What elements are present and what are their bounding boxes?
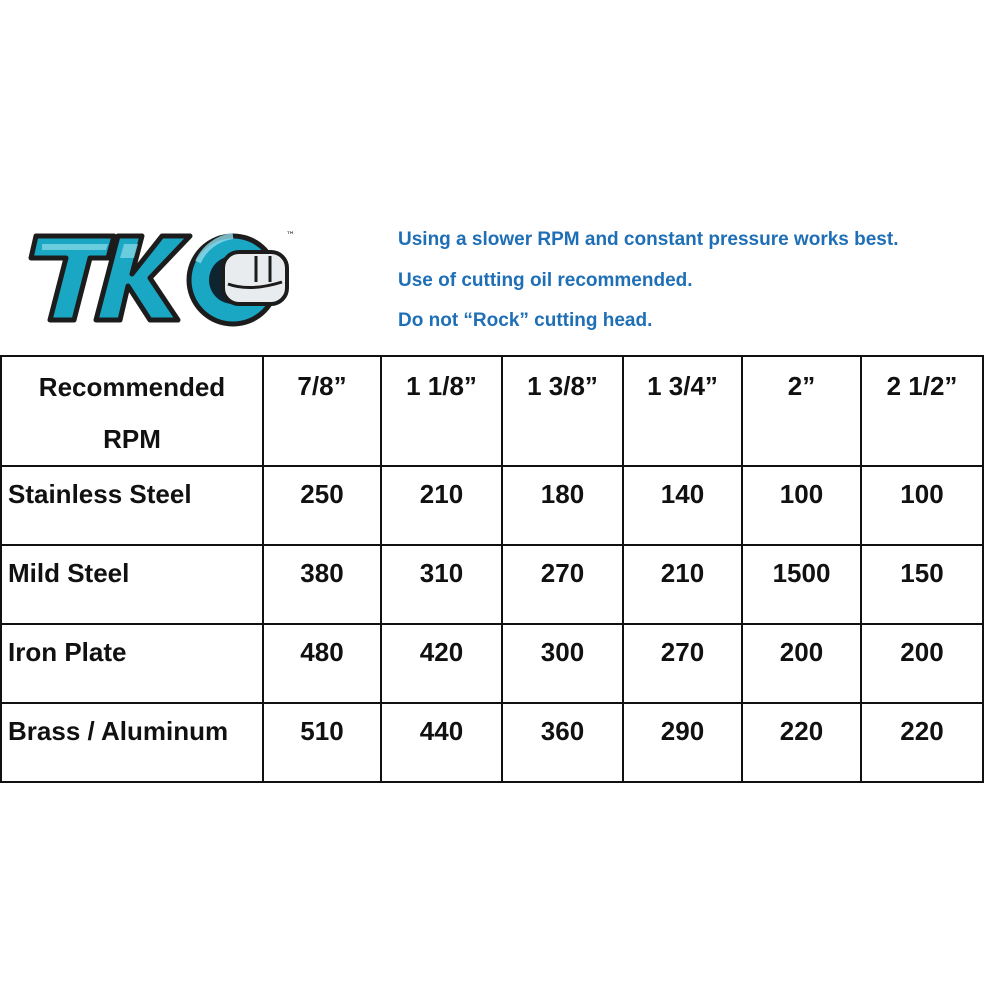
tko-logo-graphic xyxy=(28,222,308,334)
table-cell: 510 xyxy=(263,703,381,782)
column-header: 7/8” xyxy=(263,356,381,466)
table-cell: 200 xyxy=(861,624,983,703)
note-slower-rpm: Using a slower RPM and constant pressure works best. xyxy=(398,229,899,250)
header-label-line1: Recommended xyxy=(38,372,226,402)
table-cell: 420 xyxy=(381,624,502,703)
table-cell: 1500 xyxy=(742,545,861,624)
table-cell: 480 xyxy=(263,624,381,703)
table-cell: 270 xyxy=(502,545,623,624)
table-header-row xyxy=(1,356,983,466)
table-row xyxy=(1,466,983,545)
tko-logo xyxy=(28,222,308,334)
table-cell: 380 xyxy=(263,545,381,624)
table-cell: 140 xyxy=(623,466,742,545)
row-label: Stainless Steel xyxy=(1,466,263,545)
column-header: 1 3/8” xyxy=(502,356,623,466)
usage-notes xyxy=(398,230,988,352)
rpm-table xyxy=(0,355,984,783)
table-cell: 210 xyxy=(623,545,742,624)
table-cell: 100 xyxy=(742,466,861,545)
table-cell: 220 xyxy=(861,703,983,782)
note-cutting-oil: Use of cutting oil recommended. xyxy=(398,269,693,291)
table-row xyxy=(1,545,983,624)
table-cell: 100 xyxy=(861,466,983,545)
table-cell: 440 xyxy=(381,703,502,782)
table-cell: 210 xyxy=(381,466,502,545)
column-header: 1 1/8” xyxy=(381,356,502,466)
row-label: Iron Plate xyxy=(1,624,263,703)
note-do-not-rock: Do not “Rock” cutting head. xyxy=(398,310,653,331)
row-label: Brass / Aluminum xyxy=(1,703,263,782)
table-cell: 180 xyxy=(502,466,623,545)
trademark-symbol: ™ xyxy=(286,231,295,241)
table-cell: 150 xyxy=(861,545,983,624)
row-label: Mild Steel xyxy=(1,545,263,624)
table-cell: 310 xyxy=(381,545,502,624)
table-cell: 300 xyxy=(502,624,623,703)
table-cell: 290 xyxy=(623,703,742,782)
column-header: 2 1/2” xyxy=(861,356,983,466)
header-label-line2: RPM xyxy=(103,424,161,454)
column-header: 1 3/4” xyxy=(623,356,742,466)
table-cell: 270 xyxy=(623,624,742,703)
table-cell: 200 xyxy=(742,624,861,703)
table-cell: 360 xyxy=(502,703,623,782)
column-header: 2” xyxy=(742,356,861,466)
table-cell: 220 xyxy=(742,703,861,782)
table-cell: 250 xyxy=(263,466,381,545)
table-row xyxy=(1,624,983,703)
table-row xyxy=(1,703,983,782)
recommended-rpm-header xyxy=(1,356,263,466)
